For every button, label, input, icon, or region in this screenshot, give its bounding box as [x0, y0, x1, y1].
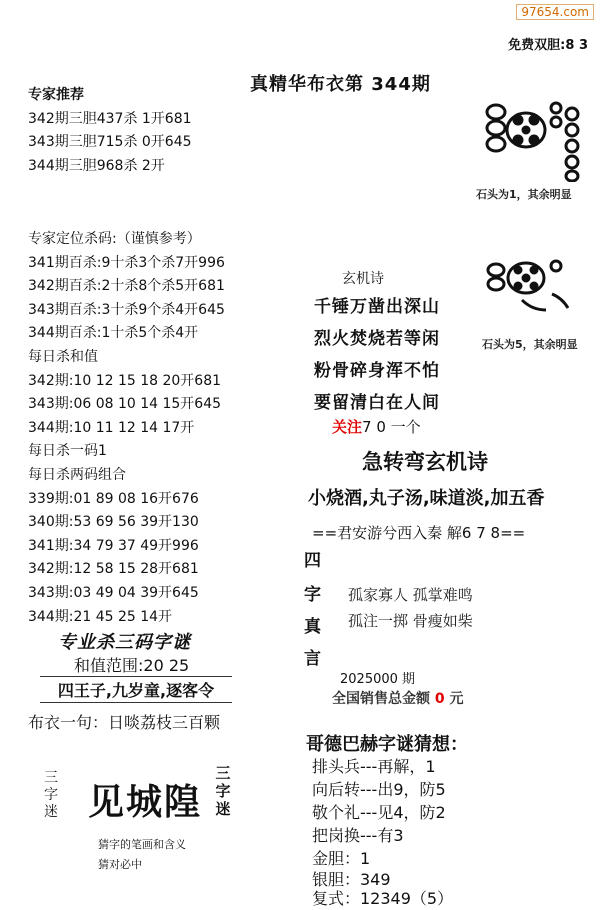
riddle-note: 猜对必中 [98, 858, 142, 871]
sum-kill-heading: 每日杀和值 [28, 348, 98, 365]
expert-line: 343期三胆715杀 0开645 [28, 134, 192, 151]
turn-poem-line: 小烧酒,丸子汤,味道淡,加五香 [308, 488, 545, 509]
goebbels-line: 敬个礼---见4，防2 [312, 803, 446, 822]
two-code-line: 343期:03 49 04 39开645 [28, 584, 199, 601]
goebbels-line: 排头兵---再解，1 [312, 757, 436, 776]
sales-total [332, 688, 464, 708]
two-code-line: 344期:21 45 25 14开 [28, 608, 173, 625]
riddle-note: 猜字的笔画和含义 [98, 838, 186, 851]
riddle-boxed: 四王子,九岁童,逐客令 [40, 676, 232, 703]
goebbels-line: 金胆：1 [312, 849, 371, 868]
position-kill-line: 344期百杀:1十杀5个杀4开 [28, 325, 199, 342]
poem-line: 烈火焚烧若等闲 [314, 329, 440, 349]
goebbels-line: 把岗换---有3 [312, 826, 404, 845]
position-kill-section [28, 228, 225, 629]
four-char-vertical: 四 [304, 551, 321, 571]
sum-kill-line: 342期:10 12 15 18 20开681 [28, 372, 222, 389]
two-code-line: 339期:01 89 08 16开676 [28, 490, 199, 507]
two-code-line: 342期:12 58 15 28开681 [28, 561, 199, 578]
follow-code: 7 0 一个 [362, 418, 421, 436]
jun-line: ==君安游兮西入秦 解6 7 8== [312, 524, 526, 542]
site-badge[interactable]: 97654.com [516, 4, 594, 20]
follow-line [332, 416, 421, 437]
position-kill-heading: 专家定位杀码:（谨慎参考） [28, 231, 201, 247]
expert-line: 342期三胆437杀 1开681 [28, 110, 192, 127]
goebbels-line: 向后转---出9，防5 [312, 780, 446, 799]
sum-kill-line: 343期:06 08 10 14 15开645 [28, 396, 222, 413]
two-code-line: 341期:34 79 37 49开996 [28, 537, 199, 554]
two-code-heading: 每日杀两码组合 [28, 466, 126, 483]
sales-amount: 0 [434, 691, 445, 707]
follow-label: 关注 [332, 418, 363, 436]
page-title: 真精华布衣第 344期 [250, 74, 431, 95]
sales-unit: 元 [449, 691, 464, 707]
goebbels-line: 银胆：349 [312, 870, 391, 889]
two-code-line: 340期:53 69 56 39开130 [28, 514, 199, 531]
four-char-vertical: 言 [304, 649, 321, 669]
stone-caption: 石头为1，其余明显 [476, 188, 572, 201]
poem-line: 千锤万凿出深山 [314, 297, 440, 317]
poem-title: 玄机诗 [342, 271, 384, 287]
position-kill-line: 343期百杀:3十杀9个杀4开645 [28, 301, 225, 318]
poem-line: 要留清白在人间 [314, 393, 440, 413]
position-kill-line: 342期百杀:2十杀8个杀5开681 [28, 278, 225, 295]
poem-line: 粉骨碎身浑不怕 [314, 361, 440, 381]
riddle-left-label: 三字迷 [44, 770, 58, 820]
expert-section [28, 84, 192, 178]
sum-range: 和值范围:20 25 [74, 656, 190, 675]
sales-text: 全国销售总金额 [332, 691, 430, 707]
expert-line: 344期三胆968杀 2开 [28, 157, 165, 174]
buyi-sentence: 布衣一句：日啖荔枝三百颗 [28, 713, 221, 732]
expert-heading: 专家推荐 [28, 87, 84, 103]
riddle-right-label: 三字迷 [215, 764, 231, 818]
goebbels-title: 哥德巴赫字谜猜想： [306, 734, 468, 755]
four-char-vertical: 真 [304, 617, 321, 637]
turn-poem-title: 急转弯玄机诗 [362, 450, 488, 474]
riddle-big-text: 见城隍 [88, 782, 203, 823]
stone-caption: 石头为5，其余明显 [482, 338, 578, 351]
stone-dice-image-1 [476, 94, 594, 182]
four-char-vertical: 字 [304, 585, 321, 605]
sales-period: 2025000 期 [340, 672, 416, 687]
four-char-phrase: 孤家寡人 孤掌难鸣 [348, 586, 473, 604]
riddle-title: 专业杀三码字谜 [58, 632, 191, 653]
sum-kill-line: 344期:10 11 12 14 17开 [28, 419, 195, 436]
four-char-phrase: 孤注一掷 骨瘦如柴 [348, 612, 473, 630]
free-double-pick: 免费双胆:8 3 [508, 38, 588, 53]
goebbels-line: 复式：12349（5） [312, 889, 454, 908]
position-kill-line: 341期百杀:9十杀3个杀7开996 [28, 254, 225, 271]
stone-dice-image-2 [482, 254, 578, 324]
kill-one-code: 每日杀一码1 [28, 443, 107, 460]
